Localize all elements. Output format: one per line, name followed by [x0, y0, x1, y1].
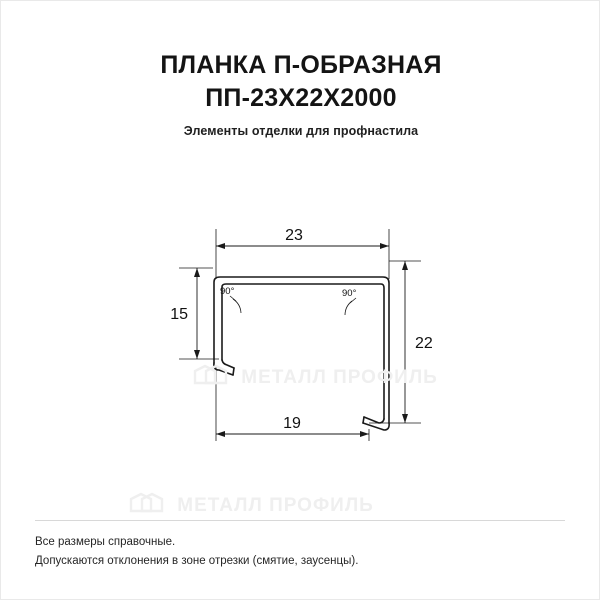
dimension-lines: [197, 246, 405, 434]
footer-note-1: Все размеры справочные.: [35, 536, 176, 548]
profile-outline: [214, 277, 389, 430]
dimension-label-bottom: 19: [283, 415, 301, 432]
watermark-logo-icon: [129, 491, 165, 521]
watermark-text: МЕТАЛЛ ПРОФИЛЬ: [177, 495, 374, 517]
watermark-text: МЕТАЛЛ ПРОФИЛЬ: [241, 367, 438, 389]
watermark-logo-icon: [193, 363, 229, 393]
page-title-line1: ПЛАНКА П-ОБРАЗНАЯ: [160, 51, 442, 79]
dimension-arrowheads: [194, 243, 408, 437]
page-header: [1, 49, 600, 138]
angle-label-left: 90°: [220, 286, 235, 297]
footer-note-2: Допускаются отклонения в зоне отрезки (смятие, заусенцы).: [35, 555, 359, 567]
footer-divider: [35, 520, 565, 521]
technical-drawing: [1, 151, 600, 517]
page-title-line2: ПП-23Х22Х2000: [205, 84, 397, 112]
watermark-top: [193, 363, 438, 393]
page-subtitle: Элементы отделки для профнастила: [183, 124, 419, 138]
watermark-bottom: [129, 491, 374, 521]
angle-arcs: [230, 296, 356, 315]
dimension-label-right: 22: [415, 335, 433, 352]
dimension-label-top: 23: [285, 227, 303, 244]
page-footer: [35, 533, 575, 571]
angle-label-right: 90°: [342, 288, 357, 299]
dimension-label-left: 15: [170, 306, 188, 323]
profile-drawing-svg: [1, 151, 600, 481]
